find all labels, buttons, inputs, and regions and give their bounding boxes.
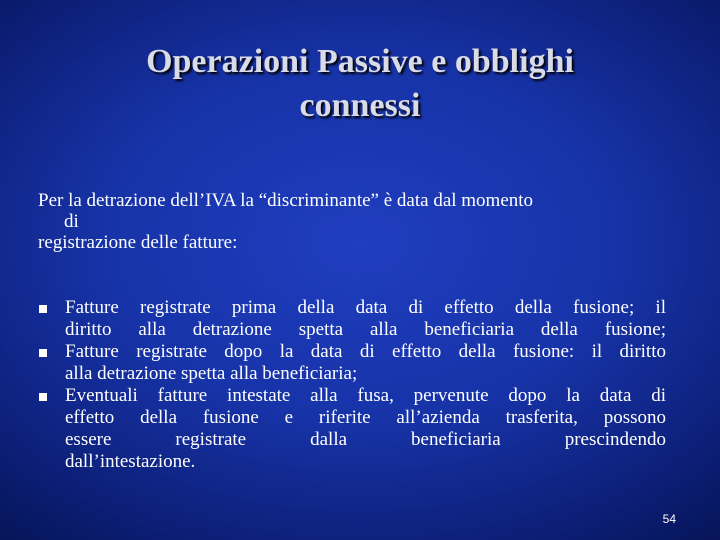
bullet-1-line-2: diritto alla detrazione spetta alla beneficiaria della fusione; (65, 319, 666, 340)
intro-line-1: Per la detrazione dell’IVA la “discriminante” è data dal momento (38, 190, 534, 211)
bullet-3-line-1: Eventuali fatture intestate alla fusa, pervenute dopo la data di (65, 385, 666, 406)
slide-title-line-1: Operazioni Passive e obblighi (146, 43, 574, 80)
bullet-3-line-3: essere registrate dalla beneficiaria prescindendo (65, 429, 666, 450)
slide-title-line-2: connessi (299, 87, 421, 124)
bullet-item-3 (38, 385, 666, 473)
bullet-3-line-4: dall’intestazione. (65, 451, 196, 472)
bullet-item-2 (38, 341, 666, 385)
square-bullet-icon (39, 393, 47, 401)
slide-title (60, 40, 660, 128)
bullet-3-line-2: effetto della fusione e riferite all’azienda trasferita, possono (65, 407, 666, 428)
intro-line-3: registrazione delle fatture: (38, 232, 238, 253)
bullet-item-1 (38, 297, 666, 341)
square-bullet-icon (39, 305, 47, 313)
bullet-1-line-1: Fatture registrate prima della data di effetto della fusione; il (65, 297, 666, 318)
page-number: 54 (662, 512, 676, 526)
bullet-list (38, 297, 666, 473)
bullet-2-line-1: Fatture registrate dopo la data di effetto della fusione: il diritto (65, 341, 666, 362)
intro-line-2: di (64, 211, 79, 232)
bullet-2-line-2: alla detrazione spetta alla beneficiaria; (65, 363, 358, 384)
square-bullet-icon (39, 349, 47, 357)
intro-paragraph (38, 190, 678, 253)
